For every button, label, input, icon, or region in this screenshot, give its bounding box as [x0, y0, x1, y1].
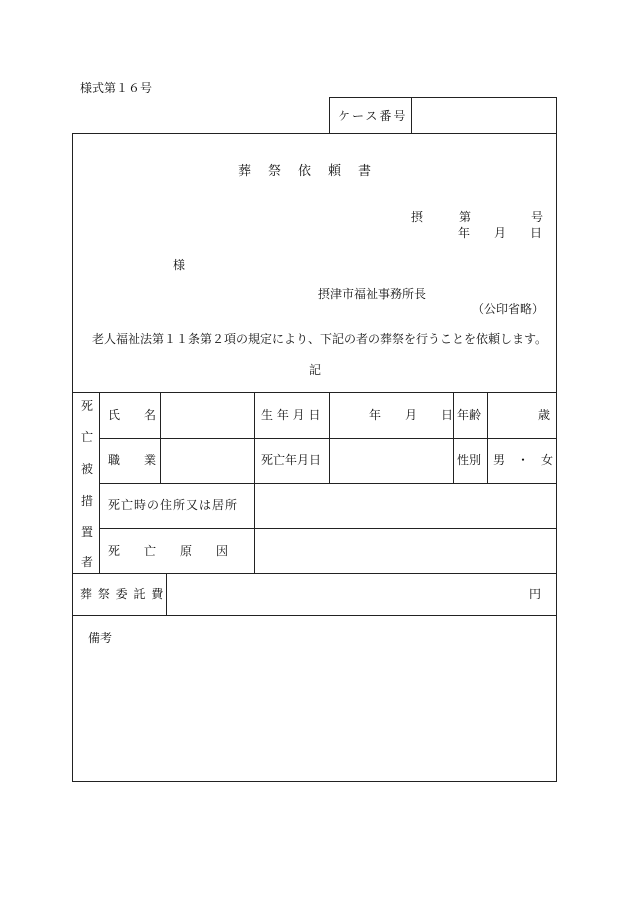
row-divider-5 — [72, 615, 557, 616]
fee-unit: 円 — [529, 587, 542, 601]
age-unit: 歳 — [538, 408, 551, 422]
address-field[interactable] — [257, 486, 554, 526]
case-box-top — [329, 97, 557, 98]
name-field[interactable] — [162, 395, 252, 436]
case-box-left — [329, 97, 330, 134]
col-divider-label2 — [254, 392, 255, 573]
death-date-field[interactable] — [331, 441, 451, 481]
birthdate-label: 生 年 月 日 — [261, 408, 321, 422]
sex-options[interactable]: 男 ・ 女 — [493, 453, 554, 467]
col-divider-age — [453, 392, 454, 483]
side-label-char-3: 被 — [81, 462, 94, 476]
addressee-suffix: 様 — [173, 258, 186, 272]
side-label-char-2: 亡 — [81, 430, 94, 444]
form-bottom-border — [72, 781, 557, 782]
row-divider-4 — [72, 573, 557, 574]
case-box-right — [556, 97, 557, 134]
death-date-label: 死亡年月日 — [261, 453, 322, 467]
cause-field[interactable] — [257, 531, 554, 571]
age-label: 年齢 — [457, 408, 482, 422]
sender-name: 摂津市福祉事務所長 — [318, 287, 427, 301]
side-label-char-4: 措 — [81, 494, 94, 508]
form-top-border — [72, 133, 557, 134]
col-divider-age-value — [487, 392, 488, 483]
name-label: 氏 名 — [108, 408, 157, 422]
col-divider-fee — [166, 573, 167, 615]
reference-number: 摂 第 号 — [411, 210, 544, 224]
address-label: 死亡時の住所又は居所 — [108, 498, 239, 512]
fee-label: 葬 祭 委 託 費 — [80, 587, 165, 601]
row-divider-1 — [99, 438, 557, 439]
col-divider-name — [160, 392, 161, 483]
row-divider-2 — [99, 483, 557, 484]
occupation-label: 職 業 — [108, 453, 157, 467]
remarks-label: 備考 — [88, 631, 113, 645]
case-number-label: ケース番号 — [338, 109, 408, 123]
ki-heading: 記 — [309, 363, 322, 377]
case-box-divider — [411, 97, 412, 134]
occupation-field[interactable] — [162, 441, 252, 481]
document-title: 葬 祭 依 頼 書 — [238, 164, 374, 179]
request-body-text: 老人福祉法第１１条第２項の規定により、下記の者の葬祭を行うことを依頼します。 — [92, 332, 548, 346]
sex-label: 性別 — [457, 453, 482, 467]
birthdate-value[interactable]: 年 月 日 — [369, 408, 454, 422]
col-divider-date — [329, 392, 330, 483]
table-top-line — [72, 392, 557, 393]
form-number: 様式第１６号 — [80, 81, 153, 95]
reference-date: 年 月 日 — [458, 226, 543, 240]
side-label-char-5: 置 — [81, 525, 94, 539]
form-right-border — [556, 133, 557, 782]
cause-label: 死 亡 原 因 — [108, 544, 229, 558]
side-label-divider — [99, 392, 100, 573]
seal-omitted-note: （公印省略） — [472, 302, 545, 316]
case-number-field[interactable] — [414, 100, 554, 130]
side-label-char-1: 死 — [81, 399, 94, 413]
side-label-char-6: 者 — [81, 555, 94, 569]
fee-field[interactable] — [169, 576, 524, 613]
remarks-field[interactable] — [76, 650, 552, 777]
row-divider-3 — [99, 528, 557, 529]
form-left-border — [72, 133, 73, 782]
